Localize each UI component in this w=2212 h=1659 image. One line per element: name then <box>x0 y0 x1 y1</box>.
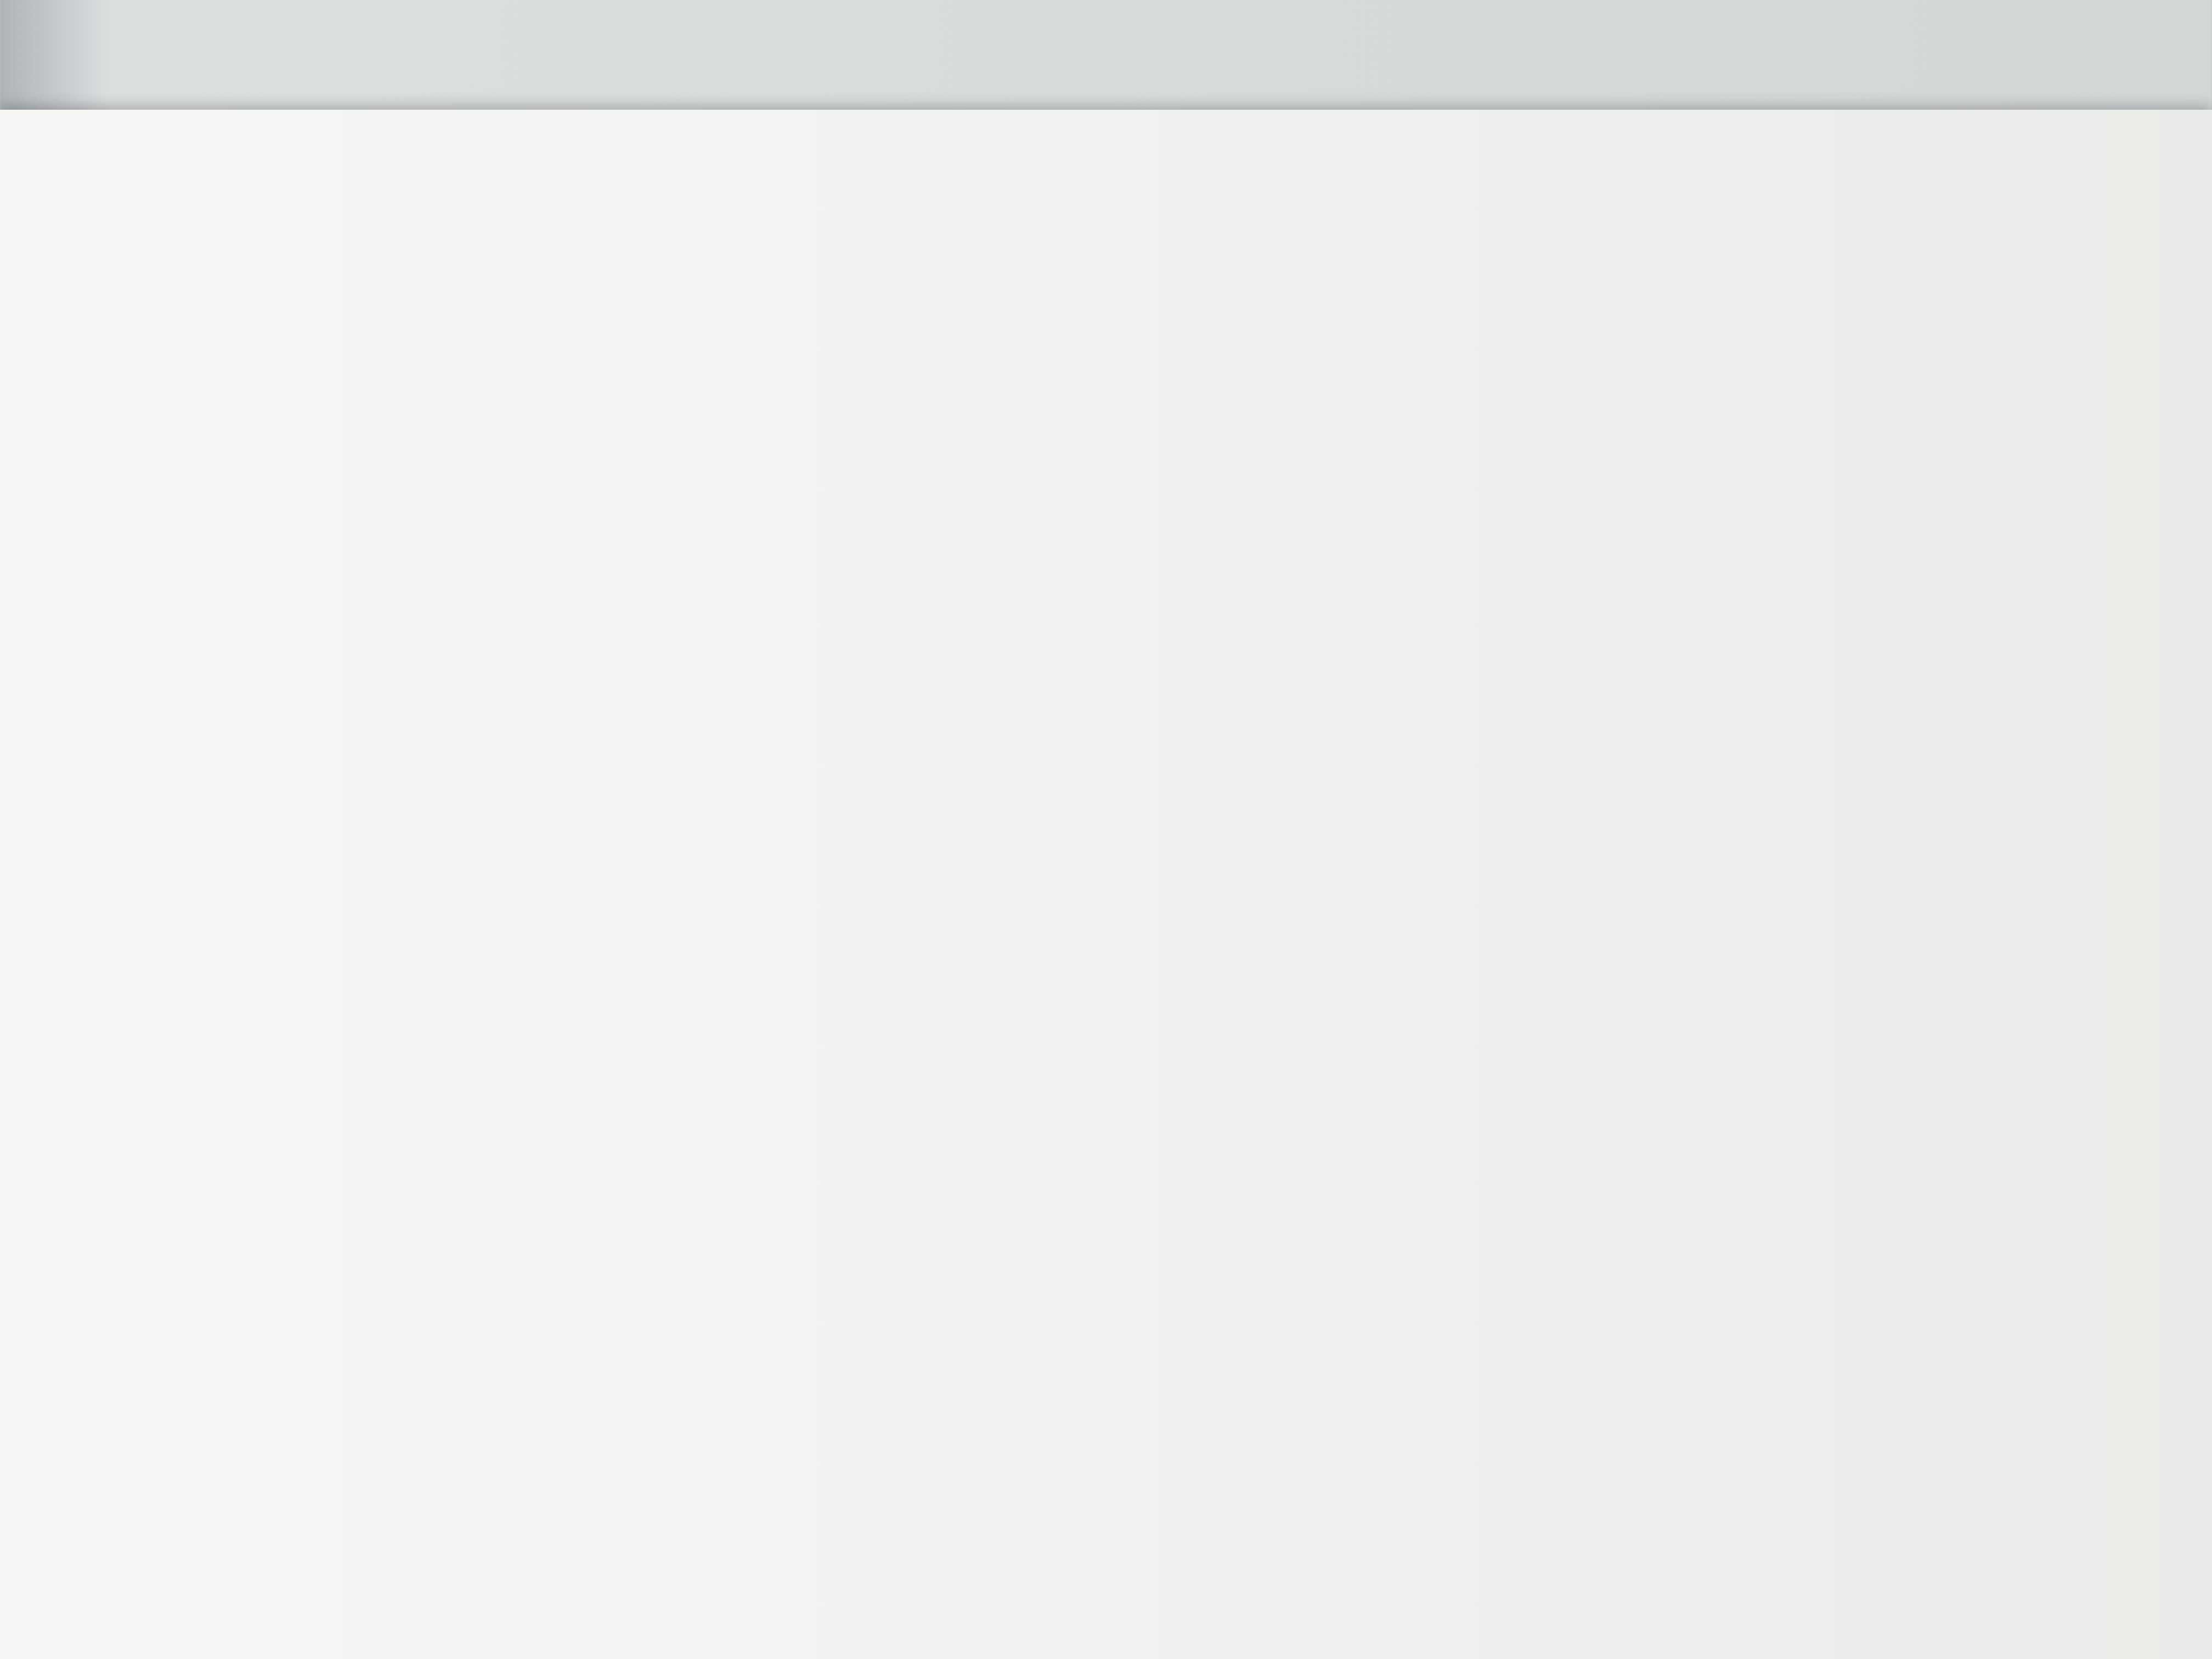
document-sheet <box>1655 0 2212 1549</box>
